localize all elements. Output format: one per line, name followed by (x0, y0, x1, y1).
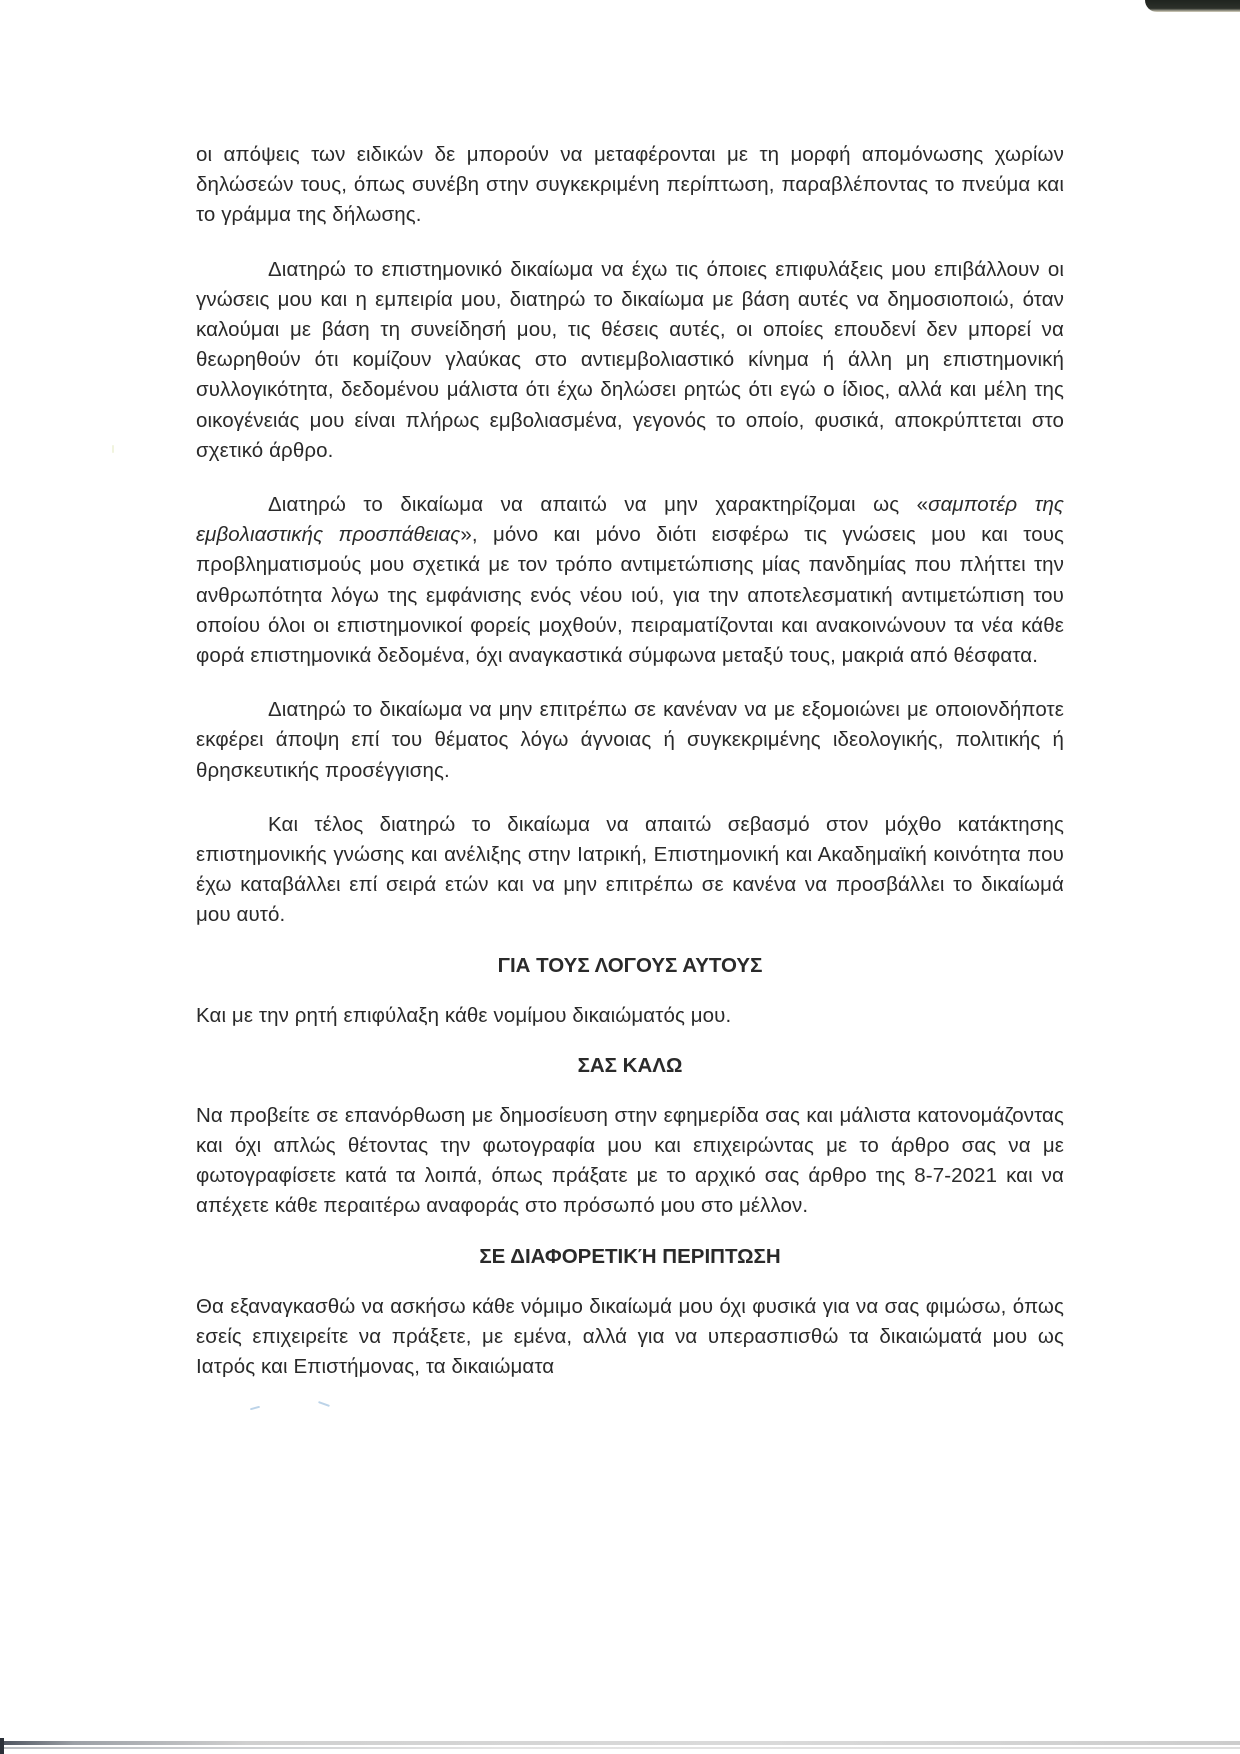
quoted-italic-phrase: σαμποτέρ της εμβολιαστικής προσπάθειας (196, 493, 1065, 547)
paragraph-continuation: οι απόψεις των ειδικών δε μπορούν να μεταφέρονται με τη μορφή απομόνωσης χωρίων δηλώσεών τους, όπως συνέβη στην συγκεκριμένη περίπτωση, παραβλέποντας το πνεύμα και το γράμμα της δήλωσης. (196, 143, 1064, 227)
heading-i-call-you: ΣΑΣ ΚΑΛΩ (577, 1053, 683, 1077)
scan-edge-bottom-secondary (0, 1747, 1240, 1749)
paragraph-saboteur-label (196, 490, 1064, 671)
paragraph-text-after-quote: », μόνο και μόνο διότι εισφέρω τις γνώσεις μου και τους προβληματισμούς μου σχετικά με τον τρόπο αντιμετώπισης μίας πανδημίας που πλήττει την ανθρωπότητα λόγω της εμφάνισης ενός νέου ιού, για την αποτελεσματική αντιμετώπιση του οποίου όλοι οι επιστημονικοί φορείς μοχθούν, πειραματίζονται και ανακοινώνουν τα νέα κάθε φορά επιστημονικά δεδομένα, όχι αναγκαστικά σύμφωνα μεταξύ τους, μακριά από θέσφατα. (196, 523, 1064, 668)
heading-for-these-reasons: ΓΙΑ ΤΟΥΣ ΛΟΓΟΥΣ ΑΥΤΟΥΣ (497, 953, 763, 977)
document-page (196, 140, 1064, 1382)
paragraph-no-equating: Διατηρώ το δικαίωμα να μην επιτρέπω σε κανέναν να με εξομοιώνει με οποιονδήποτε εκφέρει άποψη επί του θέματος λόγω άγνοιας ή συγκεκριμένης ιδεολογικής, πολιτικής ή θρησκευτικής προσέγγισης. (196, 698, 1064, 782)
paragraph-reservation: Και με την ρητή επιφύλαξη κάθε νομίμου δικαιώματός μου. (196, 1003, 732, 1027)
scan-edge-left (0, 1738, 4, 1754)
paragraph-respect: Και τέλος διατηρώ το δικαίωμα να απαιτώ σεβασμό στον μόχθο κατάκτησης επιστημονικής γνώσης και ανέλιξης στην Ιατρική, Επιστημονική και Ακαδημαϊκή κοινότητα που έχω καταβάλλει επί σειρά ετών και να μην επιτρέπω σε κανένα να προσβάλλει το δικαίωμά μου αυτό. (196, 812, 1064, 927)
paragraph-text-before-quote: Διατηρώ το δικαίωμα να απαιτώ να μην χαρακτηρίζομαι ως « (268, 493, 929, 517)
paragraph-scientific-right: Διατηρώ το επιστημονικό δικαίωμα να έχω τις όποιες επιφυλάξεις μου επιβάλλουν οι γνώσεις μου και η εμπειρία μου, διατηρώ το δικαίωμα με βάση αυτές να δημοσιοποιώ, όταν καλούμαι με βάση τη συνείδησή μου, τις θέσεις αυτές, οι οποίες επουδενί δεν μπορεί να θεωρηθούν ότι κομίζουν γλαύκας στο αντιεμβολιαστικό κίνημα ή άλλη μη επιστημονική συλλογικότητα, δεδομένου μάλιστα ότι έχω δηλώσει ρητώς ότι εγώ ο ίδιος, αλλά και μέλη της οικογένειάς μου είναι πλήρως εμβολιασμένα, γεγονός το οποίο, φυσικά, αποκρύπτεται στο σχετικό άρθρο. (196, 257, 1064, 462)
scan-speck (250, 1406, 260, 1411)
heading-otherwise: ΣΕ ΔΙΑΦΟΡΕΤΙΚΉ ΠΕΡΙΠΤΩΣΗ (479, 1244, 781, 1268)
scan-shadow-corner (1145, 0, 1240, 12)
scan-speck (112, 445, 114, 453)
paragraph-legal-action: Θα εξαναγκασθώ να ασκήσω κάθε νόμιμο δικαίωμά μου όχι φυσικά για να σας φιμώσω, όπως εσείς επιχειρείτε να πράξετε, με εμένα, αλλά για να υπερασπισθώ τα δικαιώματά μου ως Ιατρός και Επιστήμονας, τα δικαιώματα (196, 1294, 1064, 1379)
paragraph-correction-request: Να προβείτε σε επανόρθωση με δημοσίευση στην εφημερίδα σας και μάλιστα κατονομάζοντας και όχι απλώς θέτοντας την φωτογραφία μου και επιχειρώντας με το άρθρο σας να με φωτογραφίσετε κατά τα λοιπά, όπως πράξατε με το αρχικό σας άρθρο της 8-7-2021 και να απέχετε κάθε περαιτέρω αναφοράς στο πρόσωπό μου στο μέλλον. (196, 1103, 1064, 1218)
scan-speck (318, 1401, 330, 1407)
scan-edge-bottom (0, 1741, 1240, 1745)
